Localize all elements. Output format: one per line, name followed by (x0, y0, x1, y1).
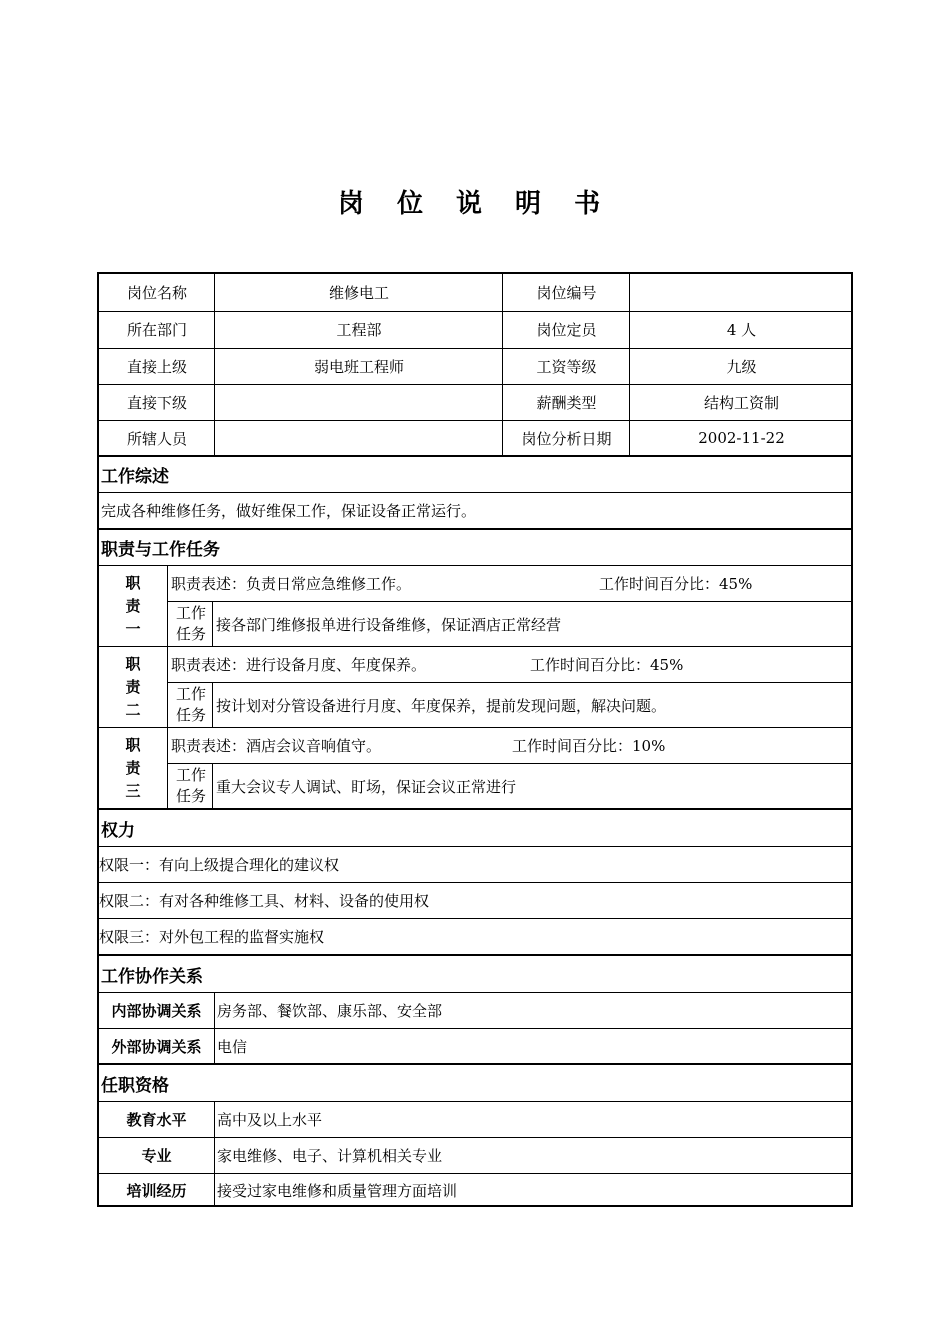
basic-label: 岗位分析日期 (521, 429, 612, 448)
basic-label: 直接上级 (126, 357, 187, 376)
duty-index: 职 责 一 (125, 573, 141, 638)
basic-label: 岗位名称 (126, 284, 187, 302)
relation-value: 房务部、餐饮部、康乐部、安全部 (217, 1002, 443, 1020)
basic-row-staff (99, 420, 851, 456)
job-description-table (97, 272, 853, 1207)
power-heading-row (99, 810, 851, 846)
relation-value: 电信 (217, 1038, 248, 1056)
power-item: 权限三：对外包工程的监督实施权 (99, 928, 325, 946)
duty-index: 职 责 三 (125, 735, 141, 800)
basic-value: 2002-11-22 (698, 429, 785, 447)
qualification-value: 高中及以上水平 (217, 1111, 323, 1129)
section-heading: 工作协作关系 (101, 966, 203, 987)
duty-index: 职 责 二 (125, 654, 141, 719)
power-item: 权限二：有对各种维修工具、材料、设备的使用权 (99, 892, 430, 910)
duty-task: 接各部门维修报单进行设备维修，保证酒店正常经营 (216, 615, 562, 634)
duty-desc: 职责表述：进行设备月度、年度保养。 (171, 656, 427, 674)
page-title: 岗 位 说 明 书 (337, 189, 613, 219)
relations-heading-row (99, 956, 851, 992)
duty-desc-row (99, 728, 851, 763)
qualification-label: 专业 (141, 1147, 172, 1165)
section-heading: 工作综述 (101, 466, 169, 487)
duty-pct: 工作时间百分比：45% (530, 656, 684, 674)
duty-desc-row (99, 647, 851, 682)
qualification-row (99, 1102, 851, 1137)
basic-value: 工程部 (336, 321, 382, 339)
basic-value: 弱电班工程师 (313, 357, 404, 376)
basic-row-subordinate (99, 384, 851, 420)
relation-label: 内部协调关系 (111, 1002, 202, 1020)
duty-desc: 职责表述：负责日常应急维修工作。 (171, 575, 412, 593)
summary-text: 完成各种维修任务，做好维保工作，保证设备正常运行。 (101, 502, 477, 520)
qualification-value: 接受过家电维修和质量管理方面培训 (217, 1182, 458, 1200)
qualification-value: 家电维修、电子、计算机相关专业 (217, 1147, 443, 1165)
basic-value (215, 420, 503, 456)
basic-label: 所辖人员 (126, 429, 187, 448)
relation-row (99, 1029, 851, 1064)
basic-label: 岗位编号 (536, 284, 597, 302)
basic-label: 岗位定员 (536, 321, 597, 339)
basic-value: 结构工资制 (703, 393, 779, 412)
task-label: 工作 任务 (175, 604, 206, 643)
relation-label: 外部协调关系 (111, 1038, 202, 1056)
task-label: 工作 任务 (175, 766, 206, 805)
basic-label: 直接下级 (126, 393, 187, 412)
section-heading: 任职资格 (101, 1075, 169, 1096)
qualification-label: 培训经历 (126, 1182, 187, 1200)
power-row (99, 919, 851, 954)
basic-value: 4 人 (726, 321, 757, 339)
power-item: 权限一：有向上级提合理化的建议权 (99, 856, 340, 874)
duty-task: 按计划对分管设备进行月度、年度保养，提前发现问题，解决问题。 (216, 696, 667, 715)
basic-row-dept (99, 311, 851, 348)
duty-pct: 工作时间百分比：45% (599, 575, 753, 593)
basic-value (215, 384, 503, 420)
basic-value: 九级 (726, 357, 757, 376)
basic-label: 工资等级 (536, 357, 597, 376)
duty-pct: 工作时间百分比：10% (512, 737, 666, 755)
basic-value: 维修电工 (328, 284, 389, 302)
duties-heading-row (99, 529, 851, 565)
summary-heading-row (99, 456, 851, 492)
basic-value (630, 274, 853, 311)
duty-task: 重大会议专人调试、盯场，保证会议正常进行 (216, 777, 517, 796)
qualification-label: 教育水平 (126, 1111, 187, 1129)
duty-desc-row (99, 566, 851, 601)
qualification-row (99, 1138, 851, 1173)
qualification-heading-row (99, 1065, 851, 1101)
basic-row-superior (99, 348, 851, 384)
summary-text-row (99, 493, 851, 528)
basic-label: 所在部门 (126, 321, 187, 339)
basic-row-name (99, 274, 851, 311)
power-row (99, 883, 851, 918)
duty-desc: 职责表述：酒店会议音响值守。 (171, 737, 382, 755)
section-heading: 权力 (101, 820, 135, 841)
power-row (99, 847, 851, 882)
qualification-row (99, 1174, 851, 1207)
relation-row (99, 993, 851, 1028)
task-label: 工作 任务 (175, 685, 206, 724)
section-heading: 职责与工作任务 (101, 539, 220, 560)
basic-label: 薪酬类型 (536, 393, 597, 412)
